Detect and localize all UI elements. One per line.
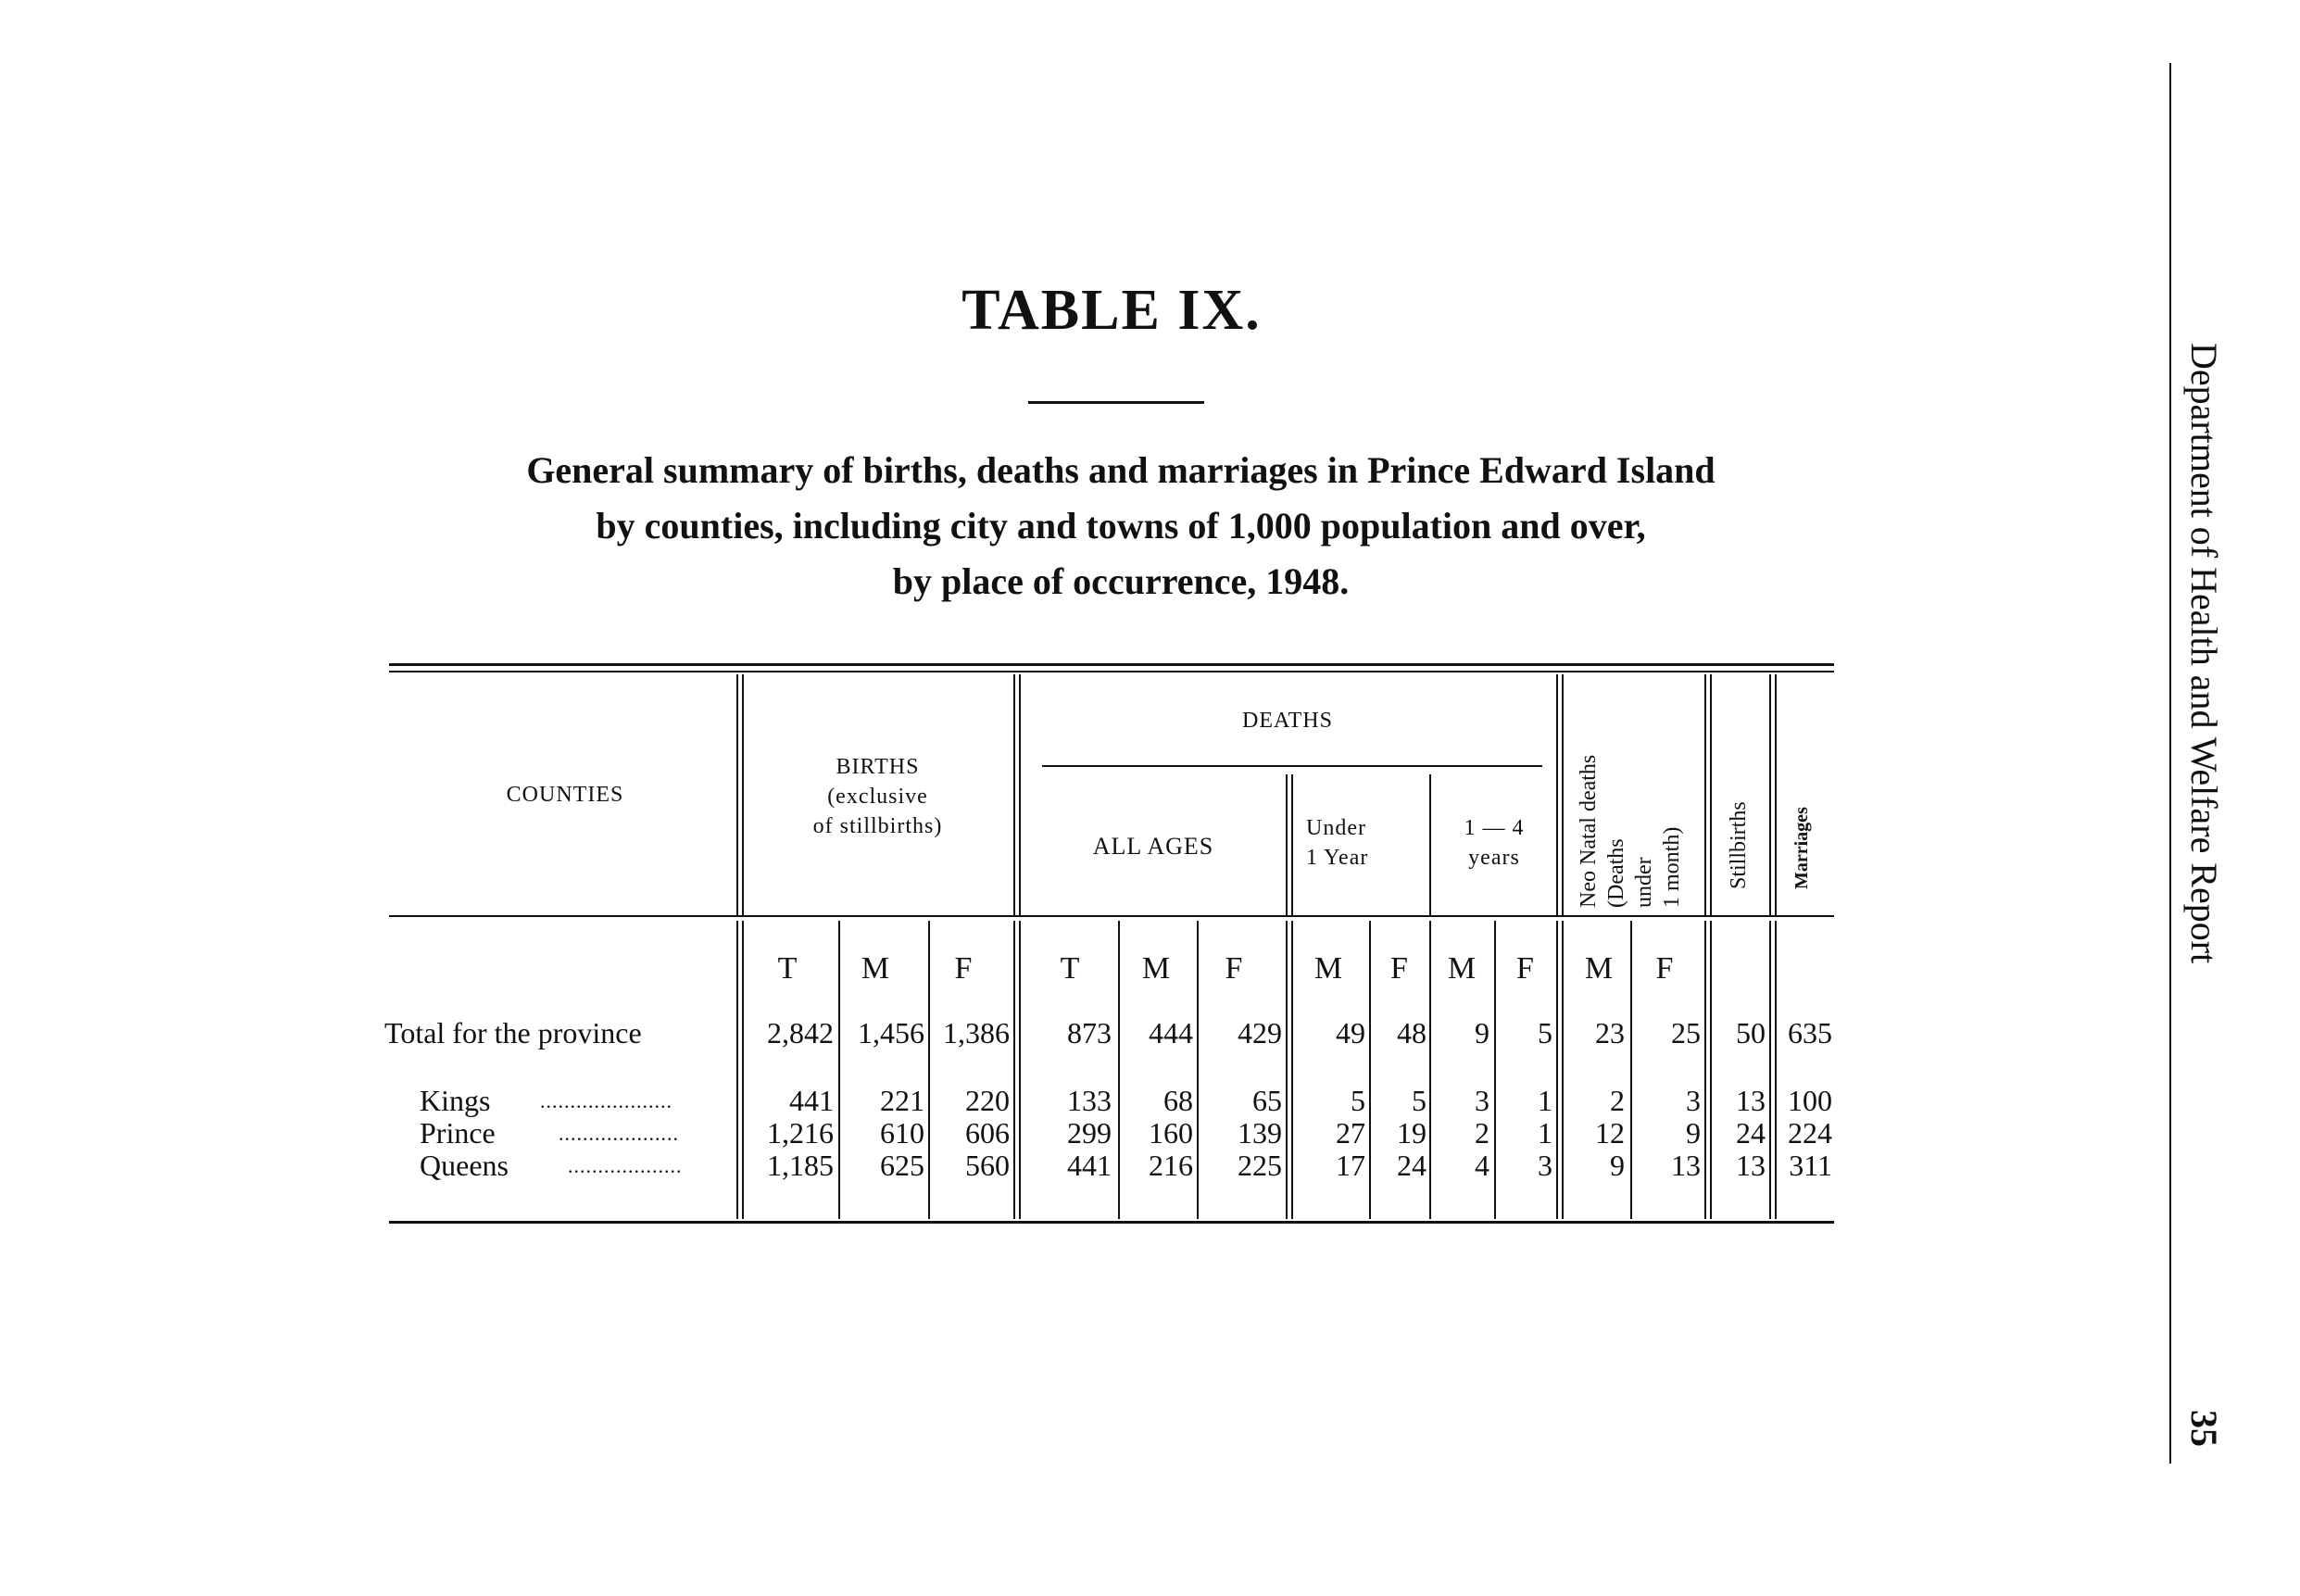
table-cell: 441 bbox=[789, 1084, 834, 1117]
table-cell: 3 bbox=[1686, 1084, 1701, 1117]
subheader-births-t: T bbox=[777, 951, 798, 986]
table-cell: 50 bbox=[1736, 1016, 1766, 1049]
neo-natal-header: Neo Natal deaths (Deaths under 1 month) bbox=[1577, 754, 1684, 908]
table-cell: 2 bbox=[1475, 1116, 1489, 1150]
deaths-header: DEATHS bbox=[1241, 709, 1333, 733]
table-cell: 1 bbox=[1538, 1116, 1552, 1150]
table-cell: 610 bbox=[880, 1116, 924, 1150]
row-label-total: Total for the province bbox=[384, 1016, 642, 1049]
table-cell: 13 bbox=[1736, 1084, 1766, 1117]
row-label-kings: Kings ...................... bbox=[420, 1084, 672, 1117]
table-cell: 12 bbox=[1595, 1116, 1625, 1150]
table-bottom-rule bbox=[389, 1221, 1834, 1224]
births-header: BIRTHS (exclusive of stillbirths) bbox=[812, 755, 943, 838]
table-cell: 133 bbox=[1067, 1084, 1112, 1117]
table-cell: 1,386 bbox=[943, 1016, 1010, 1049]
under-one-year-header: Under 1 Year bbox=[1306, 816, 1369, 870]
table-cell: 19 bbox=[1397, 1116, 1427, 1150]
table-title: TABLE IX. bbox=[961, 279, 1262, 342]
table-cell: 1,185 bbox=[767, 1149, 834, 1182]
table-cell: 311 bbox=[1789, 1149, 1832, 1182]
counties-header: COUNTIES bbox=[506, 783, 624, 807]
table-cell: 224 bbox=[1788, 1116, 1832, 1150]
subheader-deaths-f: F bbox=[1225, 951, 1243, 986]
table-cell: 635 bbox=[1788, 1016, 1832, 1049]
table-cell: 225 bbox=[1238, 1149, 1282, 1182]
table-cell: 221 bbox=[880, 1084, 924, 1117]
table-cell: 9 bbox=[1475, 1016, 1489, 1049]
table-cell: 444 bbox=[1149, 1016, 1193, 1049]
table-cell: 24 bbox=[1736, 1116, 1766, 1150]
row-label-prince: Prince .................... bbox=[420, 1116, 679, 1150]
table-cell: 4 bbox=[1475, 1149, 1489, 1182]
table-cell: 9 bbox=[1610, 1149, 1625, 1182]
all-ages-header: ALL AGES bbox=[1092, 833, 1214, 860]
table-cell: 9 bbox=[1686, 1116, 1701, 1150]
table-cell: 24 bbox=[1397, 1149, 1427, 1182]
stillbirths-header: Stillbirths bbox=[1727, 801, 1751, 889]
table-cell: 299 bbox=[1067, 1116, 1112, 1150]
subtitle-line-3: by place of occurrence, 1948. bbox=[892, 560, 1350, 602]
deaths-rule bbox=[1042, 765, 1542, 767]
table-cell: 220 bbox=[965, 1084, 1010, 1117]
table-top-rule bbox=[389, 663, 1834, 666]
table-cell: 17 bbox=[1336, 1149, 1365, 1182]
table-cell: 606 bbox=[965, 1116, 1010, 1150]
table-cell: 1,216 bbox=[767, 1116, 834, 1150]
marriages-header: Marriages bbox=[1791, 807, 1812, 889]
table-cell: 13 bbox=[1671, 1149, 1701, 1182]
table-cell: 2 bbox=[1610, 1084, 1625, 1117]
table-cell: 100 bbox=[1788, 1084, 1832, 1117]
table-cell: 5 bbox=[1538, 1016, 1552, 1049]
one-to-four-years-header: 1 — 4 years bbox=[1464, 816, 1525, 870]
table-cell: 3 bbox=[1475, 1084, 1489, 1117]
subheader-deaths-t: T bbox=[1060, 951, 1080, 986]
table-cell: 873 bbox=[1067, 1016, 1112, 1049]
subheader-under1-m: M bbox=[1313, 951, 1343, 986]
running-header: Department of Health and Welfare Report bbox=[2183, 343, 2225, 964]
subheader-under1-f: F bbox=[1390, 951, 1408, 986]
subheader-1to4-f: F bbox=[1516, 951, 1534, 986]
table-cell: 49 bbox=[1336, 1016, 1365, 1049]
table-cell: 1,456 bbox=[858, 1016, 924, 1049]
table-cell: 25 bbox=[1671, 1016, 1701, 1049]
table-cell: 560 bbox=[965, 1149, 1010, 1182]
subtitle-line-2: by counties, including city and towns of 1,000 population and over, bbox=[596, 505, 1646, 547]
subheader-births-f: F bbox=[954, 951, 973, 986]
subtitle-line-1: General summary of births, deaths and marriages in Prince Edward Island bbox=[526, 449, 1716, 491]
table-cell: 216 bbox=[1149, 1149, 1193, 1182]
table-cell: 68 bbox=[1163, 1084, 1193, 1117]
table-cell: 23 bbox=[1595, 1016, 1625, 1049]
table-cell: 13 bbox=[1736, 1149, 1766, 1182]
table-cell: 48 bbox=[1397, 1016, 1427, 1049]
table-cell: 5 bbox=[1351, 1084, 1365, 1117]
table-cell: 65 bbox=[1252, 1084, 1282, 1117]
subheader-neonatal-f: F bbox=[1655, 951, 1674, 986]
subheader-births-m: M bbox=[861, 951, 890, 986]
table-cell: 27 bbox=[1336, 1116, 1365, 1150]
table-cell: 2,842 bbox=[767, 1016, 834, 1049]
header-bottom-rule bbox=[389, 915, 1834, 917]
table-cell: 139 bbox=[1238, 1116, 1282, 1150]
table-cell: 441 bbox=[1067, 1149, 1112, 1182]
table-cell: 3 bbox=[1538, 1149, 1552, 1182]
table-cell: 1 bbox=[1538, 1084, 1552, 1117]
row-label-queens: Queens ................... bbox=[420, 1149, 683, 1182]
subheader-1to4-m: M bbox=[1447, 951, 1477, 986]
subheader-deaths-m: M bbox=[1141, 951, 1171, 986]
table-cell: 625 bbox=[880, 1149, 924, 1182]
table-top-rule-2 bbox=[389, 671, 1834, 672]
table-cell: 5 bbox=[1412, 1084, 1427, 1117]
table-cell: 160 bbox=[1149, 1116, 1193, 1150]
table-cell: 429 bbox=[1238, 1016, 1282, 1049]
page-number: 35 bbox=[2183, 1410, 2225, 1447]
subheader-neonatal-m: M bbox=[1584, 951, 1614, 986]
